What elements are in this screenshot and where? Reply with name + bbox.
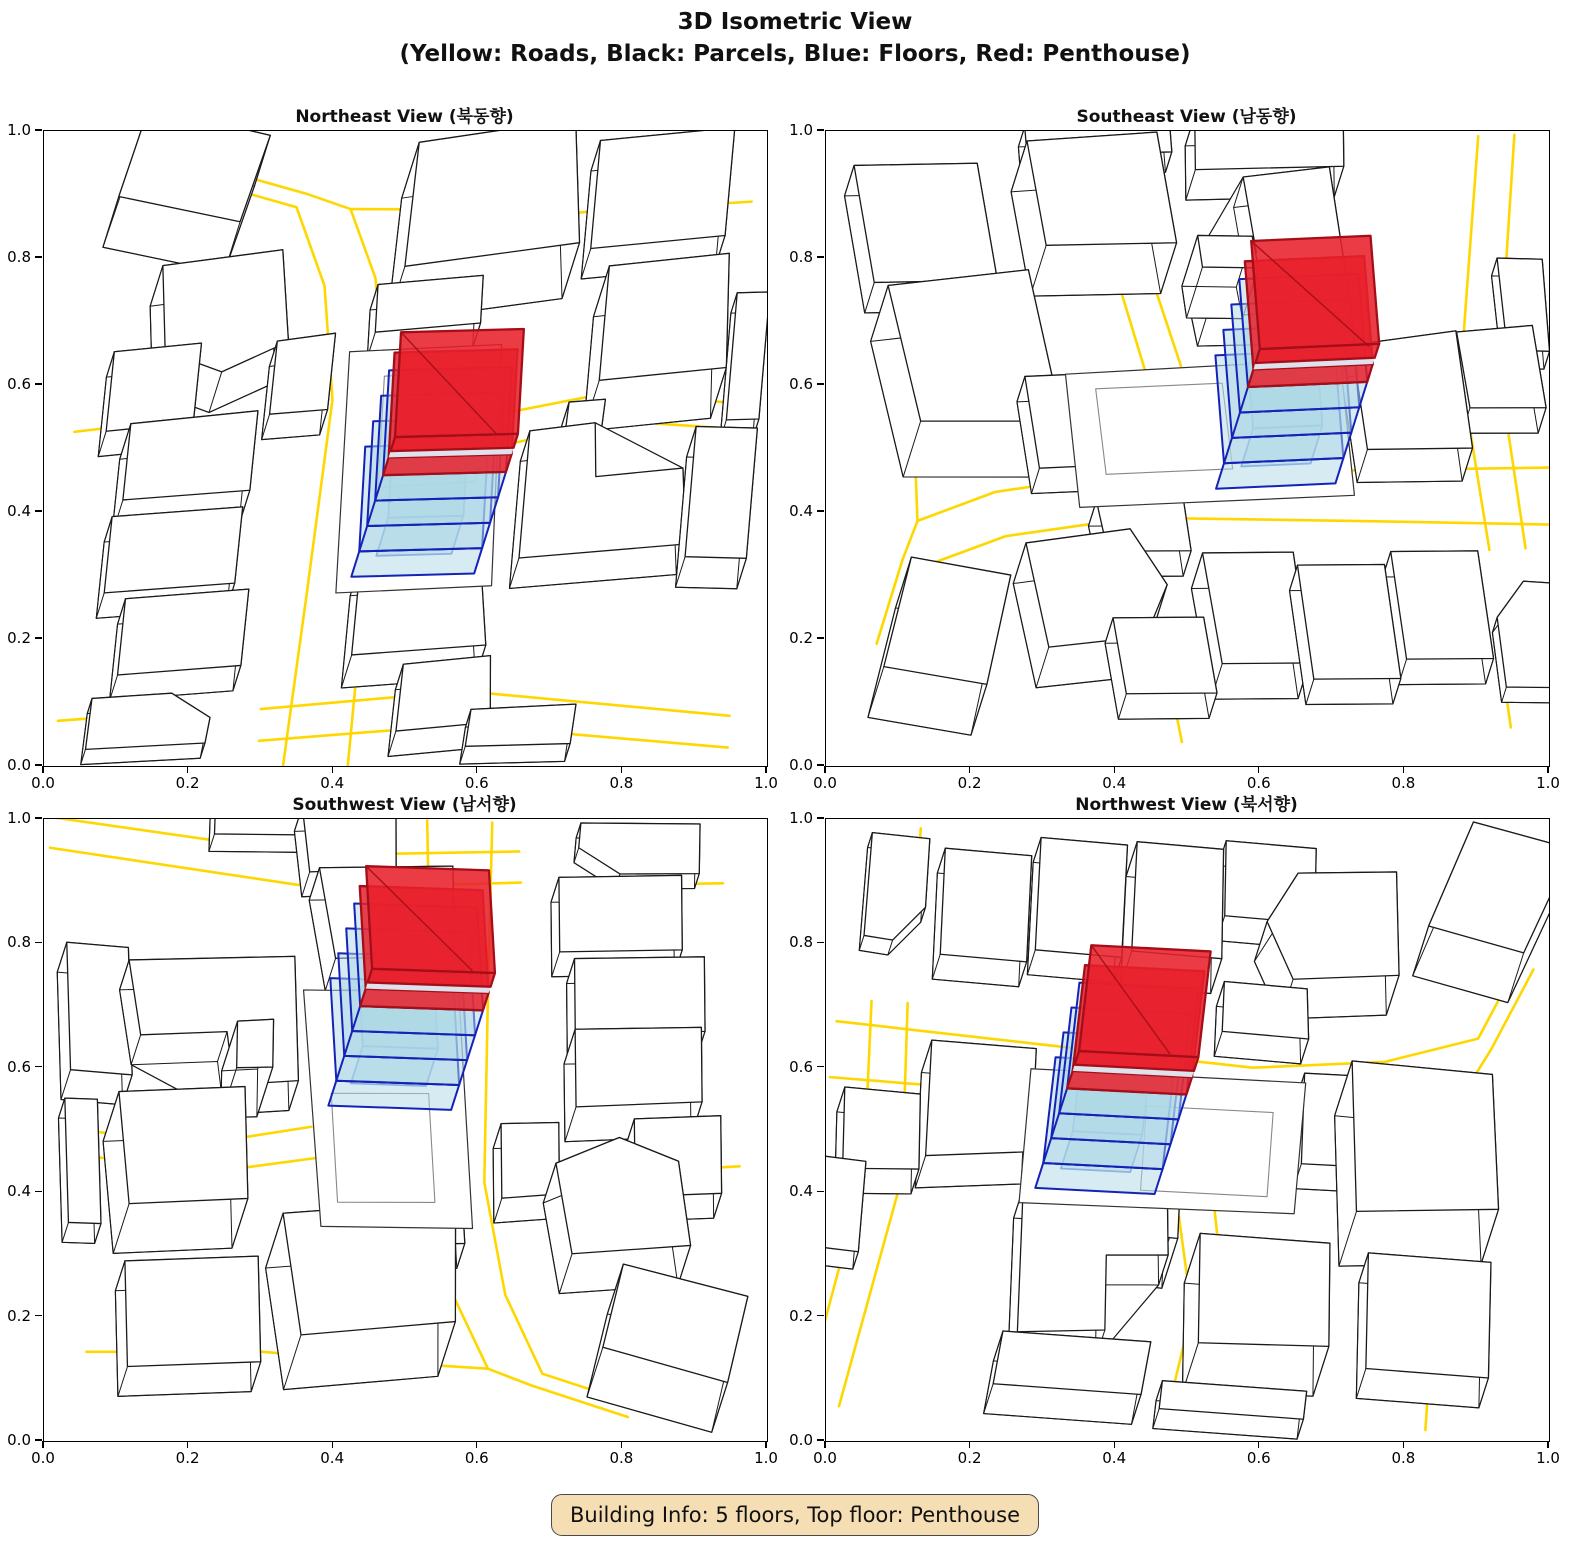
- y-tick-mark: [35, 942, 42, 943]
- parcel-roof: [1297, 565, 1400, 680]
- x-tick-mark: [42, 1441, 43, 1448]
- x-tick-mark: [765, 766, 766, 773]
- y-tick-mark: [35, 256, 42, 257]
- x-tick-mark: [1258, 1441, 1259, 1448]
- x-tick-mark: [332, 766, 333, 773]
- axes-southeast: [825, 130, 1550, 767]
- x-tick-label: 0.4: [1102, 1449, 1127, 1467]
- y-tick-label: 1.0: [7, 809, 31, 827]
- y-tick-label: 0.2: [789, 629, 813, 647]
- y-tick-mark: [35, 1439, 42, 1440]
- figure-title: [0, 6, 1590, 70]
- x-tick-label: 0.0: [31, 774, 55, 792]
- parcel-roof: [1113, 617, 1217, 694]
- x-tick-label: 0.8: [1391, 774, 1416, 792]
- y-tick-label: 0.8: [789, 248, 813, 266]
- subplot-title-northeast: Northeast View (북동향): [295, 107, 514, 127]
- parcel-roof: [1391, 551, 1494, 659]
- y-tick-mark: [817, 942, 824, 943]
- y-tick-mark: [817, 1191, 824, 1192]
- building-info-badge: Building Info: 5 floors, Top floor: Penthouse: [551, 1494, 1039, 1536]
- plot-area-northeast: [44, 131, 767, 766]
- y-tick-mark: [817, 637, 824, 638]
- parcel-roof: [302, 819, 396, 872]
- x-tick-label: 0.8: [609, 774, 634, 792]
- parcel-roof: [119, 1087, 248, 1204]
- x-tick-label: 0.2: [957, 774, 982, 792]
- parcel-roof: [1027, 132, 1177, 245]
- building-floor-band: [351, 548, 482, 577]
- y-tick-mark: [817, 383, 824, 384]
- x-tick-label: 1.0: [754, 774, 778, 792]
- x-tick-mark: [187, 766, 188, 773]
- parcel-roof: [575, 957, 706, 1033]
- y-tick-label: 0.4: [7, 502, 31, 520]
- y-tick-label: 0.4: [7, 1182, 31, 1201]
- y-tick-mark: [817, 129, 824, 130]
- penthouse-roof-top: [1251, 236, 1379, 349]
- parcel-roof: [993, 1331, 1151, 1394]
- y-tick-mark: [817, 764, 824, 765]
- x-tick-mark: [42, 766, 43, 773]
- parcel-roof: [118, 589, 249, 675]
- parcel-roof: [591, 131, 735, 249]
- subplot-southwest: [0, 790, 781, 1472]
- axes-southwest: [43, 818, 768, 1442]
- parcel-roof: [926, 1040, 1037, 1155]
- y-tick-label: 0.2: [7, 1306, 31, 1325]
- x-tick-label: 0.8: [1391, 1449, 1416, 1467]
- y-tick-mark: [35, 1066, 42, 1067]
- x-tick-mark: [476, 1441, 477, 1448]
- parcel-roof: [375, 275, 483, 332]
- parcel-roof: [125, 1256, 261, 1366]
- parcel-roof: [1198, 1233, 1330, 1346]
- x-tick-label: 0.2: [175, 1449, 200, 1467]
- x-tick-label: 0.6: [464, 774, 489, 792]
- axes-northwest: [825, 818, 1550, 1442]
- y-tick-label: 1.0: [789, 809, 813, 827]
- parcel-roof: [826, 1156, 866, 1252]
- y-tick-label: 0.6: [789, 1057, 813, 1076]
- parcel-roof: [864, 833, 930, 940]
- x-tick-mark: [1403, 1441, 1404, 1448]
- y-tick-mark: [35, 129, 42, 130]
- parcel-roof: [854, 163, 997, 282]
- y-tick-mark: [35, 383, 42, 384]
- subplot-northeast: [0, 102, 781, 797]
- y-tick-mark: [35, 1191, 42, 1192]
- y-tick-label: 0.0: [789, 756, 813, 774]
- building-floor-band: [359, 523, 490, 552]
- parcel-roof: [1366, 1253, 1491, 1378]
- parcel-roof: [1497, 581, 1549, 687]
- y-tick-label: 0.6: [7, 1057, 31, 1076]
- y-tick-mark: [35, 510, 42, 511]
- x-tick-mark: [969, 1441, 970, 1448]
- x-tick-mark: [332, 1441, 333, 1448]
- x-tick-label: 0.0: [31, 1449, 55, 1467]
- parcel-roof: [575, 1027, 702, 1106]
- x-tick-mark: [1547, 766, 1548, 773]
- building-floor-band: [367, 497, 498, 526]
- figure-title-line2: (Yellow: Roads, Black: Parcels, Blue: Floors, Red: Penthouse): [399, 41, 1191, 68]
- y-tick-mark: [817, 1066, 824, 1067]
- y-tick-label: 0.4: [789, 502, 813, 520]
- y-tick-label: 0.4: [789, 1182, 813, 1201]
- y-tick-mark: [35, 1315, 42, 1316]
- parcel-roof: [599, 253, 729, 380]
- subplot-title-southeast: Southeast View (남동향): [1076, 107, 1297, 127]
- axes-northeast: [43, 130, 768, 767]
- parcel-roof: [270, 333, 336, 414]
- x-tick-mark: [1547, 1441, 1548, 1448]
- parcel-roof: [685, 426, 757, 558]
- y-tick-label: 0.0: [7, 1431, 31, 1449]
- x-tick-mark: [765, 1441, 766, 1448]
- penthouse-roof-top: [366, 866, 495, 973]
- y-tick-label: 0.2: [7, 629, 31, 647]
- parcel-roof: [405, 131, 580, 266]
- parcel-roof: [940, 848, 1031, 962]
- x-tick-label: 0.6: [464, 1449, 489, 1467]
- x-tick-mark: [621, 766, 622, 773]
- y-tick-label: 0.8: [7, 933, 31, 952]
- x-tick-label: 1.0: [1536, 1449, 1560, 1467]
- parcel-roof: [1352, 1061, 1498, 1211]
- y-tick-mark: [817, 256, 824, 257]
- x-tick-label: 0.4: [320, 774, 345, 792]
- x-tick-label: 0.8: [609, 1449, 634, 1467]
- x-tick-mark: [824, 1441, 825, 1448]
- y-tick-mark: [817, 1315, 824, 1316]
- y-tick-label: 0.0: [7, 756, 31, 774]
- x-tick-label: 0.0: [813, 1449, 837, 1467]
- building-floor-band: [375, 472, 506, 501]
- y-tick-label: 0.6: [789, 375, 813, 393]
- x-tick-label: 0.6: [1246, 774, 1271, 792]
- parcel-roof: [1222, 981, 1308, 1039]
- subplot-title-southwest: Southwest View (남서향): [292, 795, 517, 815]
- subplot-northwest: [770, 790, 1563, 1472]
- x-tick-label: 0.2: [175, 774, 200, 792]
- x-tick-mark: [1258, 766, 1259, 773]
- y-tick-label: 0.8: [7, 248, 31, 266]
- y-tick-mark: [35, 637, 42, 638]
- parcel-roof: [559, 875, 682, 952]
- y-tick-mark: [817, 817, 824, 818]
- parcel-roof: [1035, 837, 1127, 957]
- x-tick-label: 1.0: [1536, 774, 1560, 792]
- x-tick-mark: [1114, 1441, 1115, 1448]
- parcel-roof: [843, 1087, 921, 1169]
- y-tick-label: 0.8: [789, 933, 813, 952]
- x-tick-mark: [476, 766, 477, 773]
- y-tick-label: 1.0: [789, 121, 813, 139]
- y-tick-mark: [35, 764, 42, 765]
- plot-area-southwest: [44, 819, 767, 1441]
- parcel-roof: [65, 1098, 101, 1223]
- x-tick-mark: [1403, 766, 1404, 773]
- parcel-roof: [104, 507, 242, 593]
- x-tick-label: 0.0: [813, 774, 837, 792]
- penthouse-roof-top: [395, 329, 524, 437]
- x-tick-mark: [824, 766, 825, 773]
- parcel-roof: [86, 693, 211, 749]
- x-tick-label: 0.6: [1246, 1449, 1271, 1467]
- plot-area-southeast: [826, 131, 1549, 766]
- y-tick-mark: [817, 1439, 824, 1440]
- y-tick-mark: [817, 510, 824, 511]
- badge-container: [0, 1494, 1590, 1536]
- x-tick-label: 1.0: [754, 1449, 778, 1467]
- figure-title-line1: 3D Isometric View: [677, 9, 913, 35]
- y-tick-mark: [35, 817, 42, 818]
- plot-area-northwest: [826, 819, 1549, 1441]
- x-tick-mark: [621, 1441, 622, 1448]
- subplot-title-northwest: Northwest View (북서향): [1075, 795, 1298, 815]
- parcel-roof: [123, 411, 258, 500]
- parcel-roof: [465, 704, 576, 746]
- x-tick-mark: [187, 1441, 188, 1448]
- x-tick-label: 0.4: [320, 1449, 345, 1467]
- x-tick-label: 0.4: [1102, 774, 1127, 792]
- y-tick-label: 0.2: [789, 1306, 813, 1325]
- y-tick-label: 1.0: [7, 121, 31, 139]
- parcel-roof: [237, 1019, 274, 1067]
- parcel-roof: [1195, 131, 1344, 170]
- y-tick-label: 0.6: [7, 375, 31, 393]
- x-tick-mark: [1114, 766, 1115, 773]
- penthouse-roof-top: [1079, 945, 1211, 1057]
- parcel-roof: [884, 557, 1011, 684]
- parcel-roof: [1457, 325, 1547, 407]
- x-tick-label: 0.2: [957, 1449, 982, 1467]
- y-tick-label: 0.0: [789, 1431, 813, 1449]
- parcel-roof: [1132, 842, 1224, 959]
- subplot-southeast: [770, 102, 1563, 797]
- x-tick-mark: [969, 766, 970, 773]
